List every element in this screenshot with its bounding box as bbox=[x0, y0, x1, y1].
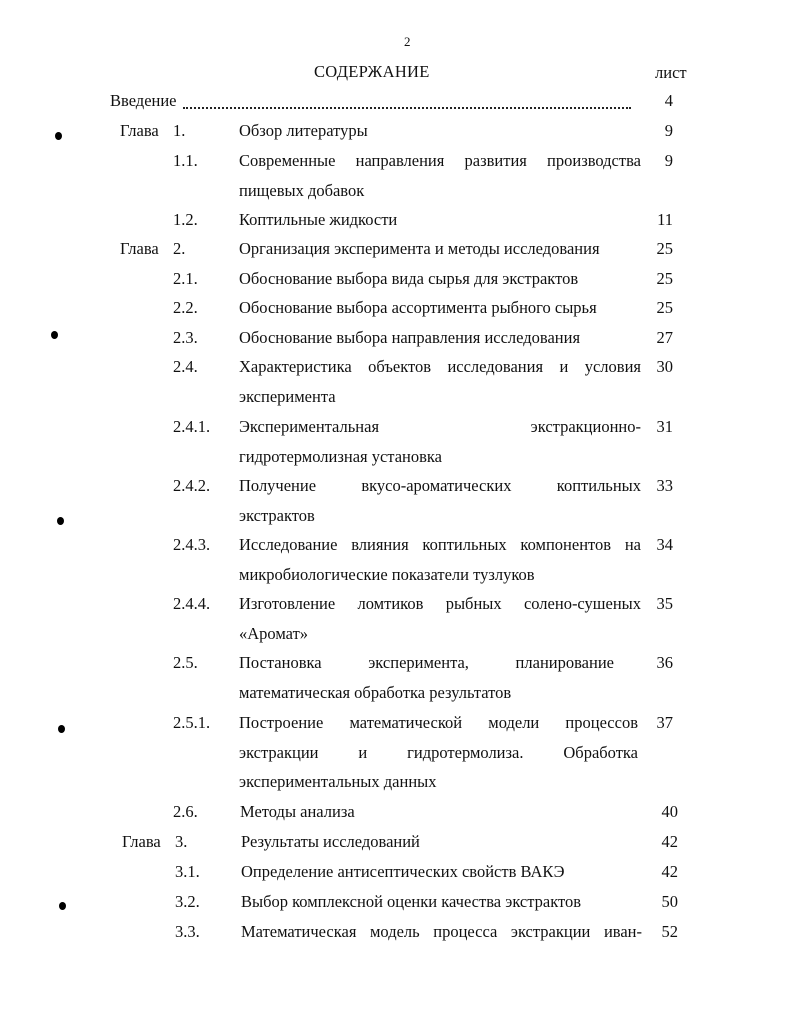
entry-title: Исследование влияния коптильных компонентов на микробиологические показатели тузлуков bbox=[239, 535, 641, 584]
entry-number: 2.5.1. bbox=[173, 713, 211, 732]
entry-title: Построение математической модели процессов экстракции и гидротермолиза. Обработка экспериментальных данных bbox=[239, 713, 638, 791]
entry-page: 50 bbox=[661, 892, 678, 911]
entry-page: 33 bbox=[656, 476, 673, 495]
entry-page: 25 bbox=[656, 239, 673, 258]
sheet-column-label: лист bbox=[655, 63, 687, 82]
entry-number: 3. bbox=[175, 832, 188, 851]
binder-hole-mark bbox=[59, 902, 66, 910]
entry-page: 52 bbox=[661, 922, 678, 941]
entry-title: Результаты исследований bbox=[241, 832, 420, 851]
entry-number: 3.1. bbox=[175, 862, 200, 881]
entry-page: 40 bbox=[661, 802, 678, 821]
entry-number: 2.1. bbox=[173, 269, 198, 288]
entry-title: Обзор литературы bbox=[239, 121, 368, 140]
page-number: 2 bbox=[404, 34, 411, 49]
entry-title: Характеристика объектов исследования и условия эксперимента bbox=[239, 357, 641, 406]
entry-title: Выбор комплексной оценки качества экстрактов bbox=[241, 892, 582, 911]
entry-page: 9 bbox=[664, 121, 673, 140]
dot-leader bbox=[183, 101, 631, 109]
entry-number: 1. bbox=[173, 121, 186, 140]
entry-number: 1.2. bbox=[173, 210, 198, 229]
intro-label: Введение bbox=[110, 91, 177, 110]
contents-heading: СОДЕРЖАНИЕ bbox=[314, 62, 430, 81]
binder-hole-mark bbox=[55, 132, 62, 140]
entry-number: 2.6. bbox=[173, 802, 198, 821]
entry-title: Организация эксперимента и методы исследования bbox=[239, 239, 600, 258]
entry-page: 36 bbox=[656, 653, 673, 672]
entry-title: Экспериментальная экстракционно- гидротермолизная установка bbox=[239, 417, 641, 466]
entry-number: 2.2. bbox=[173, 298, 198, 317]
entry-number: 2. bbox=[173, 239, 186, 258]
entry-title: Методы анализа bbox=[240, 802, 355, 821]
entry-page: 9 bbox=[664, 151, 673, 170]
entry-title: Определение антисептических свойств ВАКЭ bbox=[241, 862, 565, 881]
entry-number: 1.1. bbox=[173, 151, 198, 170]
binder-hole-mark bbox=[58, 725, 65, 733]
entry-title: Получение вкусо-ароматических коптильных экстрактов bbox=[239, 476, 641, 525]
entry-title: Математическая модель процесса экстракции иван- bbox=[241, 922, 642, 941]
entry-page: 11 bbox=[657, 210, 673, 229]
entry-title: Обоснование выбора вида сырья для экстрактов bbox=[239, 269, 579, 288]
entry-page: 42 bbox=[661, 862, 678, 881]
entry-page: 25 bbox=[656, 269, 673, 288]
entry-page: 37 bbox=[656, 713, 673, 732]
entry-title: Коптильные жидкости bbox=[239, 210, 398, 229]
entry-page: 30 bbox=[656, 357, 673, 376]
entry-title: Современные направления развития производства пищевых добавок bbox=[239, 151, 641, 200]
binder-hole-mark bbox=[51, 331, 58, 339]
entry-number: 2.4.3. bbox=[173, 535, 211, 554]
entry-title: Изготовление ломтиков рыбных солено-сушеных «Аромат» bbox=[239, 594, 641, 643]
entry-page: 42 bbox=[661, 832, 678, 851]
chapter-label: Глава bbox=[122, 832, 161, 851]
entry-number: 3.2. bbox=[175, 892, 200, 911]
entry-title: Постановка эксперимента, планирование математическая обработка результатов bbox=[239, 653, 614, 702]
chapter-label: Глава bbox=[120, 239, 159, 258]
entry-number: 3.3. bbox=[175, 922, 200, 941]
entry-page: 34 bbox=[656, 535, 673, 554]
entry-page: 27 bbox=[656, 328, 673, 347]
entry-number: 2.5. bbox=[173, 653, 198, 672]
entry-number: 2.3. bbox=[173, 328, 198, 347]
chapter-label: Глава bbox=[120, 121, 159, 140]
entry-title: Обоснование выбора направления исследования bbox=[239, 328, 581, 347]
entry-number: 2.4.1. bbox=[173, 417, 211, 436]
intro-page: 4 bbox=[664, 91, 673, 110]
entry-title: Обоснование выбора ассортимента рыбного сырья bbox=[239, 298, 597, 317]
entry-number: 2.4. bbox=[173, 357, 198, 376]
entry-page: 25 bbox=[656, 298, 673, 317]
entry-number: 2.4.4. bbox=[173, 594, 211, 613]
binder-hole-mark bbox=[57, 517, 64, 525]
entry-page: 35 bbox=[656, 594, 673, 613]
entry-page: 31 bbox=[656, 417, 673, 436]
entry-number: 2.4.2. bbox=[173, 476, 211, 495]
